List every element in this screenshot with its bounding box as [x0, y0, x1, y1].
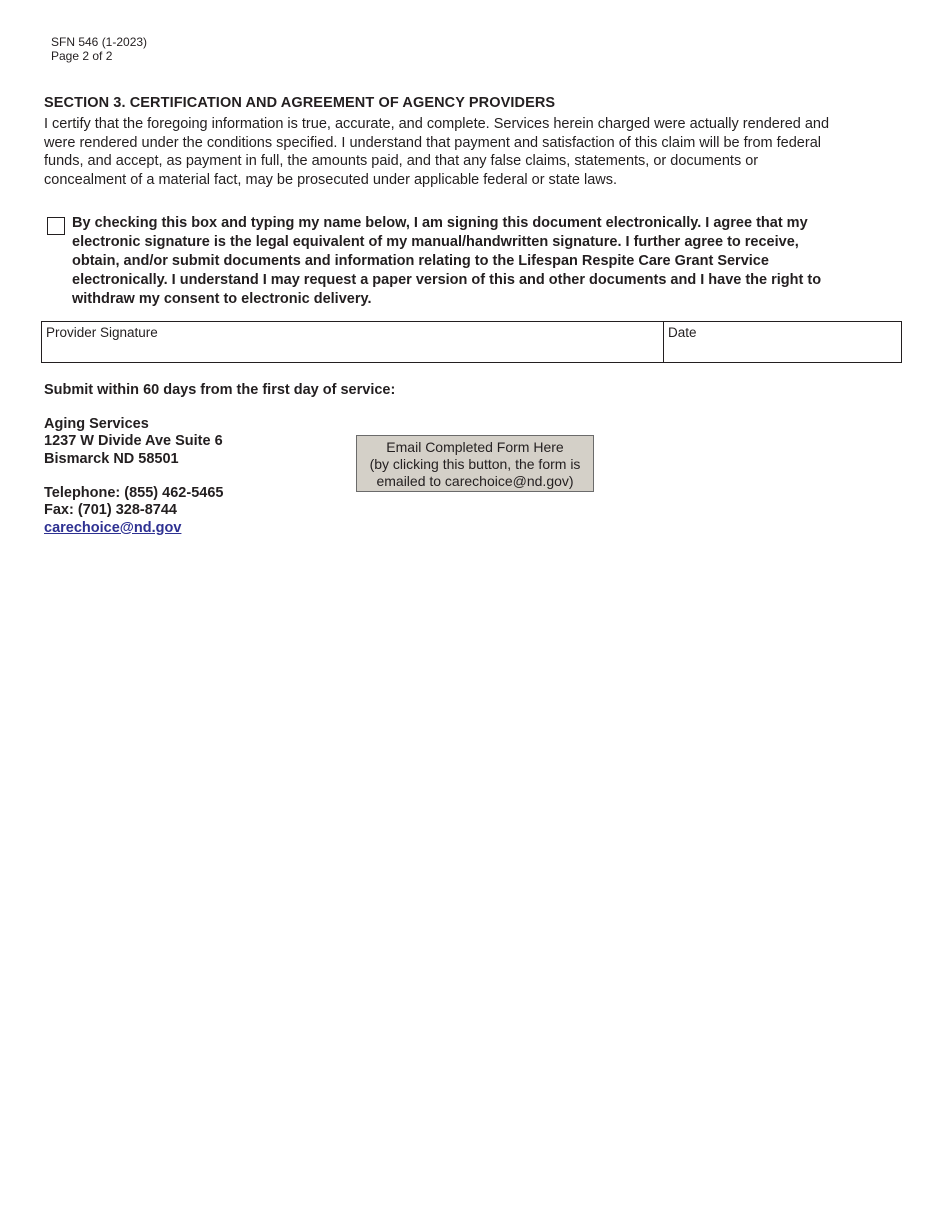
section-title: SECTION 3. CERTIFICATION AND AGREEMENT OF AGENCY PROVIDERS — [44, 95, 556, 111]
org-name: Aging Services — [44, 416, 149, 432]
email-link[interactable]: carechoice@nd.gov — [44, 519, 182, 536]
signature-table — [41, 321, 902, 363]
contact-info — [44, 485, 223, 537]
signature-input[interactable] — [46, 344, 659, 360]
email-form-button[interactable]: Email Completed Form Here (by clicking this button, the form is emailed to carechoice@nd.gov) — [356, 435, 594, 492]
date-input[interactable] — [668, 344, 897, 360]
esign-checkbox[interactable] — [47, 217, 65, 235]
address-line2: Bismarck ND 58501 — [44, 450, 179, 467]
signature-label: Provider Signature — [46, 325, 158, 340]
telephone: Telephone: (855) 462-5465 — [44, 485, 224, 501]
form-number: SFN 546 (1-2023) — [51, 35, 148, 49]
page-indicator: Page 2 of 2 — [51, 49, 113, 63]
address-line1: 1237 W Divide Ave Suite 6 — [44, 433, 223, 450]
signature-cell — [42, 322, 664, 362]
certification-text: I certify that the foregoing information is true, accurate, and complete. Services herein charged were actually rendered and were rendered under the conditions specified. I understand that payment and satisfaction of this claim will be from federal funds, and accept, as payment in full, the amounts paid, and that any false claims, statements, or documents or concealment of a material fact, may be prosecuted under applicable federal or state laws. — [44, 116, 830, 188]
mailing-address — [44, 416, 223, 468]
esign-consent-text: By checking this box and typing my name below, I am signing this document electronically. I agree that my electronic signature is the legal equivalent of my manual/handwritten signature. I further agree to receive, obtain, and/or submit documents and information relating to the Lifespan Respite Care Grant Service electronically. I understand I may request a paper version of this and other documents and I have the right to withdraw my consent to electronic delivery. — [72, 215, 822, 307]
fax: Fax: (701) 328-8744 — [44, 502, 177, 519]
form-header — [51, 35, 147, 63]
date-cell — [664, 322, 901, 362]
submit-note: Submit within 60 days from the first day of service: — [44, 382, 396, 398]
date-label: Date — [668, 325, 697, 340]
